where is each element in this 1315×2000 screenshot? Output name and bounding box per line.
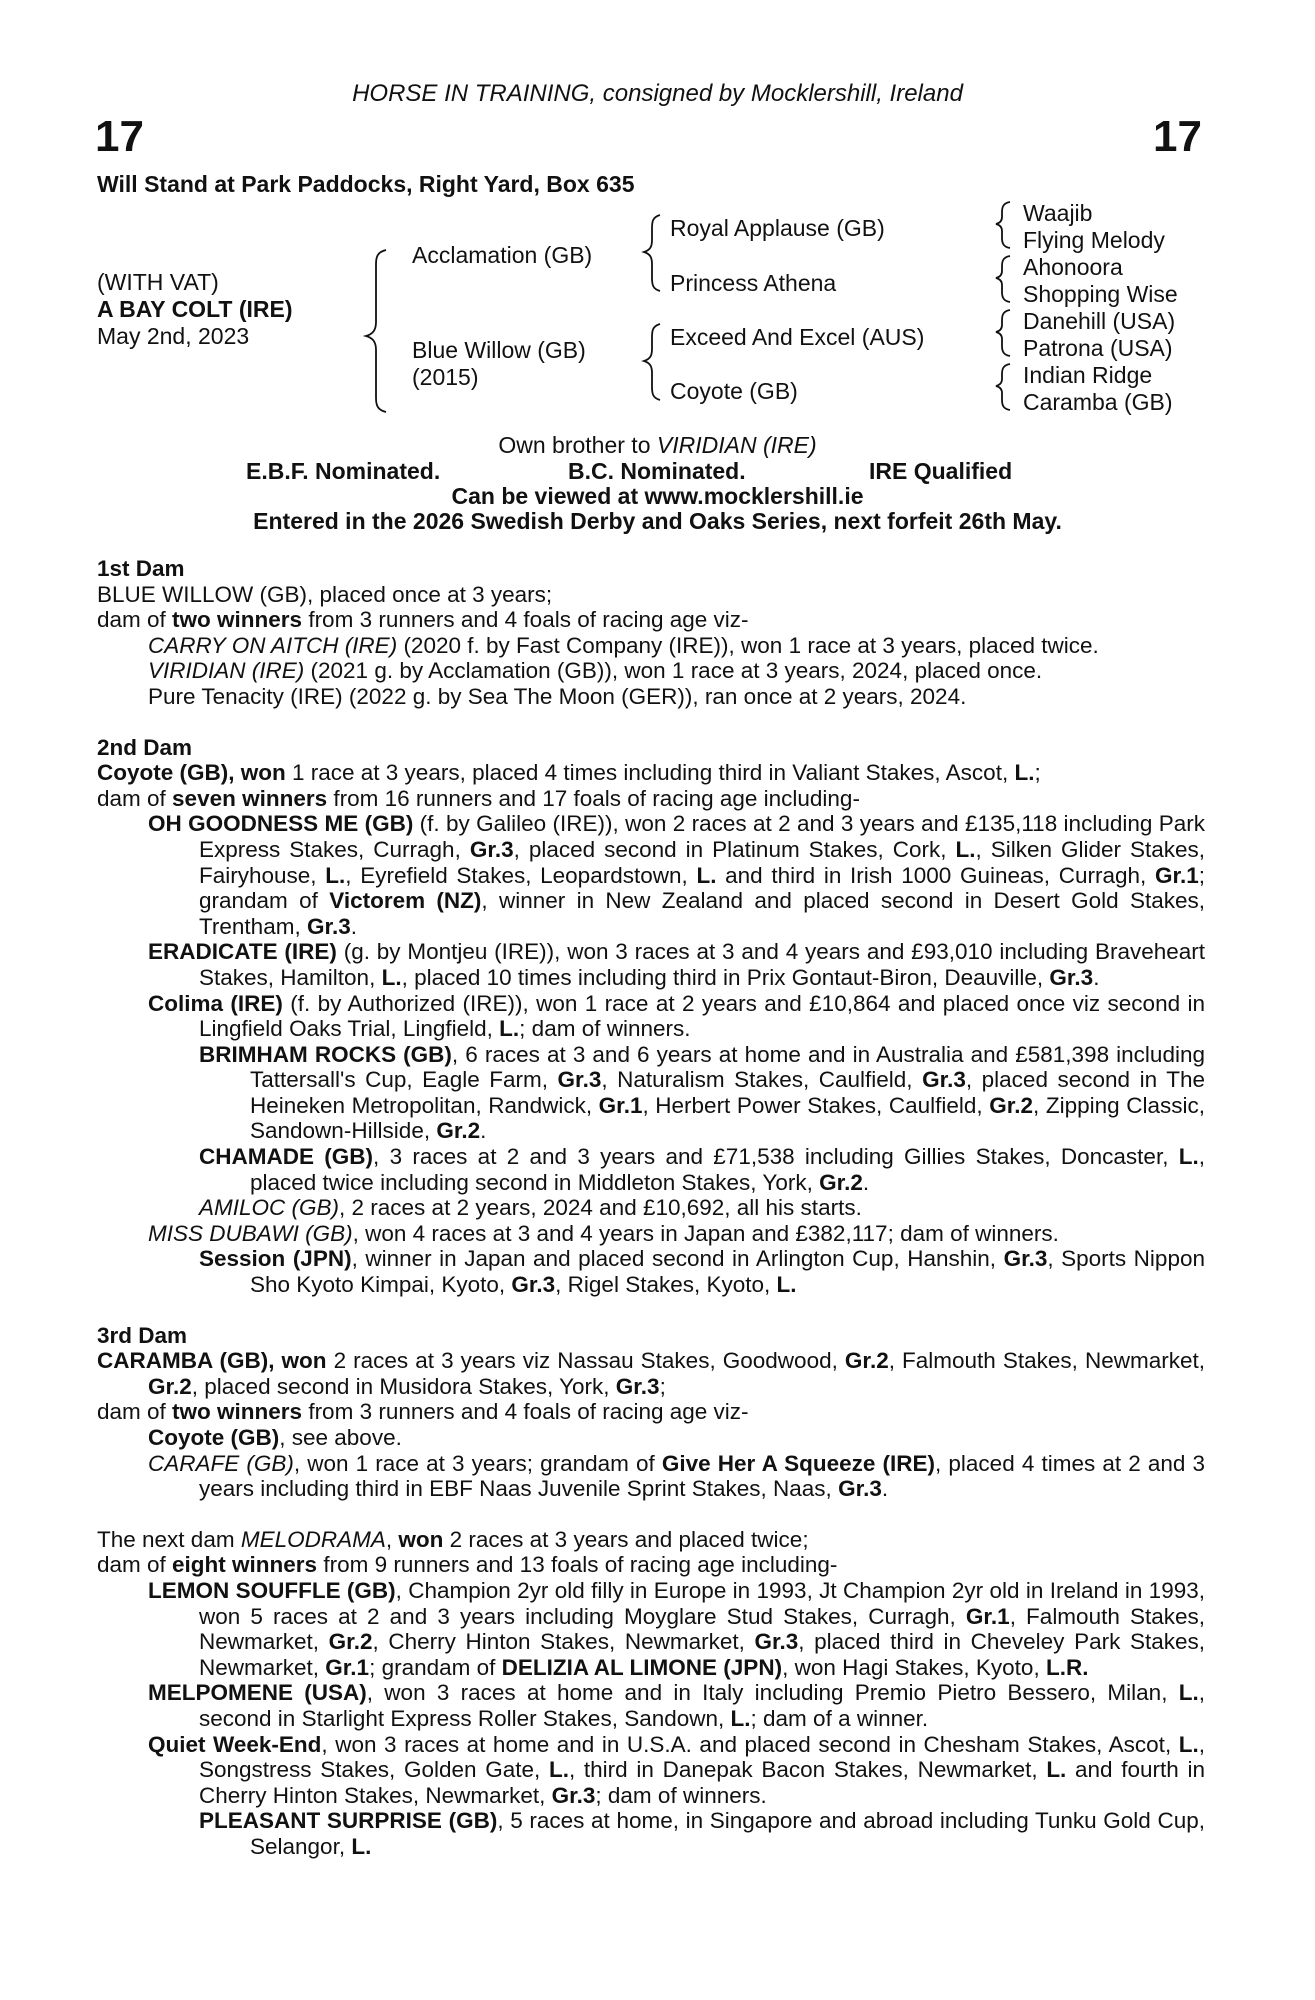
ped-dss: Danehill (USA) <box>1023 308 1176 334</box>
entry-info: Entered in the 2026 Swedish Derby and Oaks Series, next forfeit 26th May. <box>253 508 1062 534</box>
ped-ssd: Flying Melody <box>1023 227 1165 253</box>
second-dam-line1: Coyote (GB), won 1 race at 3 years, placed 4 times including third in Valiant Stakes, Ascot, L.; <box>97 760 1041 786</box>
progeny-brimham-rocks: BRIMHAM ROCKS (GB), 6 races at 3 and 6 years at home and in Australia and £581,398 including Tattersall's Cup, Eagle Farm, Gr.3, Naturalism Stakes, Caulfield, Gr.3, placed second in The Heineken Metropolitan, Randwick, Gr.1, Herbert Power Stakes, Caulfield, Gr.2, Zipping Classic, Sandown-Hillside, Gr.2. <box>199 1041 1205 1144</box>
sire: Acclamation (GB) <box>412 242 593 268</box>
third-dam-line2: dam of two winners from 3 runners and 4 foals of racing age viz- <box>97 1399 749 1425</box>
progeny-amiloc: AMILOC (GB), 2 races at 2 years, 2024 and £10,692, all his starts. <box>199 1195 862 1221</box>
dam-dam: Coyote (GB) <box>670 378 798 404</box>
ped-dsd: Patrona (USA) <box>1023 335 1173 361</box>
dam-sire: Exceed And Excel (AUS) <box>670 324 925 350</box>
progeny-colima: Colima (IRE) (f. by Authorized (IRE)), won 1 race at 2 years and £10,864 and placed once viz second in Lingfield Oaks Trial, Lingfield, L.; dam of winners. <box>148 990 1205 1042</box>
ped-ddd: Caramba (GB) <box>1023 389 1173 415</box>
lot-number-right: 17 <box>1153 112 1202 161</box>
horse-foaled: May 2nd, 2023 <box>97 323 250 349</box>
catalogue-header: HORSE IN TRAINING, consigned by Mocklershill, Ireland <box>352 80 963 107</box>
own-brother-line: Own brother to VIRIDIAN (IRE) <box>498 432 817 458</box>
sire-dam: Princess Athena <box>670 270 837 296</box>
ire-qualified: IRE Qualified <box>869 458 1013 484</box>
progeny-miss-dubawi: MISS DUBAWI (GB), won 4 races at 3 and 4 years in Japan and £382,117; dam of winners. <box>148 1220 1059 1246</box>
progeny-chamade: CHAMADE (GB), 3 races at 2 and 3 years and £71,538 including Gillies Stakes, Doncaster, L., placed twice including second in Middleton Stakes, York, Gr.2. <box>199 1144 1205 1195</box>
ebf-nominated: E.B.F. Nominated. <box>246 458 441 484</box>
progeny-viridian: VIRIDIAN (IRE) (2021 g. by Acclamation (GB)), won 1 race at 3 years, 2024, placed once. <box>148 658 1043 684</box>
stand-location: Will Stand at Park Paddocks, Right Yard, Box 635 <box>97 171 635 197</box>
second-dam-heading: 2nd Dam <box>97 734 193 760</box>
bc-nominated: B.C. Nominated. <box>568 458 746 484</box>
ped-dds: Indian Ridge <box>1023 362 1153 388</box>
horse-name: A BAY COLT (IRE) <box>97 296 293 322</box>
progeny-pure-tenacity: Pure Tenacity (IRE) (2022 g. by Sea The Moon (GER)), ran once at 2 years, 2024. <box>148 683 967 709</box>
third-dam-caramba: CARAMBA (GB), won 2 races at 3 years viz Nassau Stakes, Goodwood, Gr.2, Falmouth Stakes, Newmarket, Gr.2, placed second in Musidora Stakes, York, Gr.3; <box>97 1348 1206 1399</box>
ped-sss: Waajib <box>1023 200 1093 226</box>
dam-year: (2015) <box>412 364 479 390</box>
sire-sire: Royal Applause (GB) <box>670 215 885 241</box>
progeny-melpomene: MELPOMENE (USA), won 3 races at home and in Italy including Premio Pietro Bessero, Milan, L., second in Starlight Express Roller Stakes, Sandown, L.; dam of a winner. <box>148 1680 1205 1731</box>
progeny-eradicate: ERADICATE (IRE) (g. by Montjeu (IRE)), won 3 races at 3 and 4 years and £93,010 including Braveheart Stakes, Hamilton, L., placed 10 times including third in Prix Gontaut-Biron, Deauville, Gr.3. <box>148 939 1206 990</box>
lot-number-left: 17 <box>95 112 144 161</box>
pedigree-body <box>97 556 1205 1860</box>
next-dam-line1: The next dam MELODRAMA, won 2 races at 3 years and placed twice; <box>97 1526 809 1552</box>
progeny-quiet-week-end: Quiet Week-End, won 3 races at home and in U.S.A. and placed second in Chesham Stakes, Ascot, L., Songstress Stakes, Golden Gate, L., third in Danepak Bacon Stakes, Newmarket, L. and fourth in Cherry Hinton Stakes, Newmarket, Gr.3; dam of winners. <box>148 1731 1205 1808</box>
progeny-oh-goodness-me: OH GOODNESS ME (GB) (f. by Galileo (IRE)), won 2 races at 2 and 3 years and £135,118 including Park Express Stakes, Curragh, Gr.3, placed second in Platinum Stakes, Cork, L., Silken Glider Stakes, Fairyhouse, L., Eyrefield Stakes, Leopardstown, L. and third in Irish 1000 Guineas, Curragh, Gr.1; grandam of Victorem (NZ), winner in New Zealand and placed second in Desert Gold Stakes, Trentham, Gr.3. <box>148 811 1206 939</box>
progeny-carafe: CARAFE (GB), won 1 race at 3 years; grandam of Give Her A Squeeze (IRE), placed 4 times at 2 and 3 years including third in EBF Naas Juvenile Sprint Stakes, Naas, Gr.3. <box>148 1450 1206 1502</box>
progeny-session: Session (JPN), winner in Japan and placed second in Arlington Cup, Hanshin, Gr.3, Sports Nippon Sho Kyoto Kimpai, Kyoto, Gr.3, Rigel Stakes, Kyoto, L. <box>199 1246 1205 1298</box>
third-dam-heading: 3rd Dam <box>97 1322 188 1348</box>
dam-name: Blue Willow (GB) <box>412 337 586 363</box>
first-dam-line2: dam of two winners from 3 runners and 4 foals of racing age viz- <box>97 607 749 633</box>
progeny-coyote: Coyote (GB), see above. <box>148 1425 402 1450</box>
progeny-carry-on-aitch: CARRY ON AITCH (IRE) (2020 f. by Fast Company (IRE)), won 1 race at 3 years, placed twice. <box>148 632 1099 658</box>
progeny-lemon-souffle: LEMON SOUFFLE (GB), Champion 2yr old filly in Europe in 1993, Jt Champion 2yr old in Ireland in 1993, won 5 races at 2 and 3 years including Moyglare Stud Stakes, Curragh, Gr.1, Falmouth Stakes, Newmarket, Gr.2, Cherry Hinton Stakes, Newmarket, Gr.3, placed third in Cheveley Park Stakes, Newmarket, Gr.1; grandam of DELIZIA AL LIMONE (JPN), won Hagi Stakes, Kyoto, L.R. <box>148 1577 1205 1680</box>
progeny-pleasant-surprise: PLEASANT SURPRISE (GB), 5 races at home, in Singapore and abroad including Tunku Gold Cup, Selangor, L. <box>199 1808 1205 1859</box>
second-dam-line2: dam of seven winners from 16 runners and 17 foals of racing age including- <box>97 785 860 811</box>
first-dam-line1: BLUE WILLOW (GB), placed once at 3 years; <box>97 581 553 607</box>
ped-sdd: Shopping Wise <box>1023 281 1178 307</box>
ped-sds: Ahonoora <box>1023 254 1123 280</box>
next-dam-line2: dam of eight winners from 9 runners and 13 foals of racing age including- <box>97 1552 838 1578</box>
viewing-info: Can be viewed at www.mocklershill.ie <box>451 483 864 509</box>
horse-vat: (WITH VAT) <box>97 269 219 295</box>
first-dam-heading: 1st Dam <box>97 556 185 581</box>
